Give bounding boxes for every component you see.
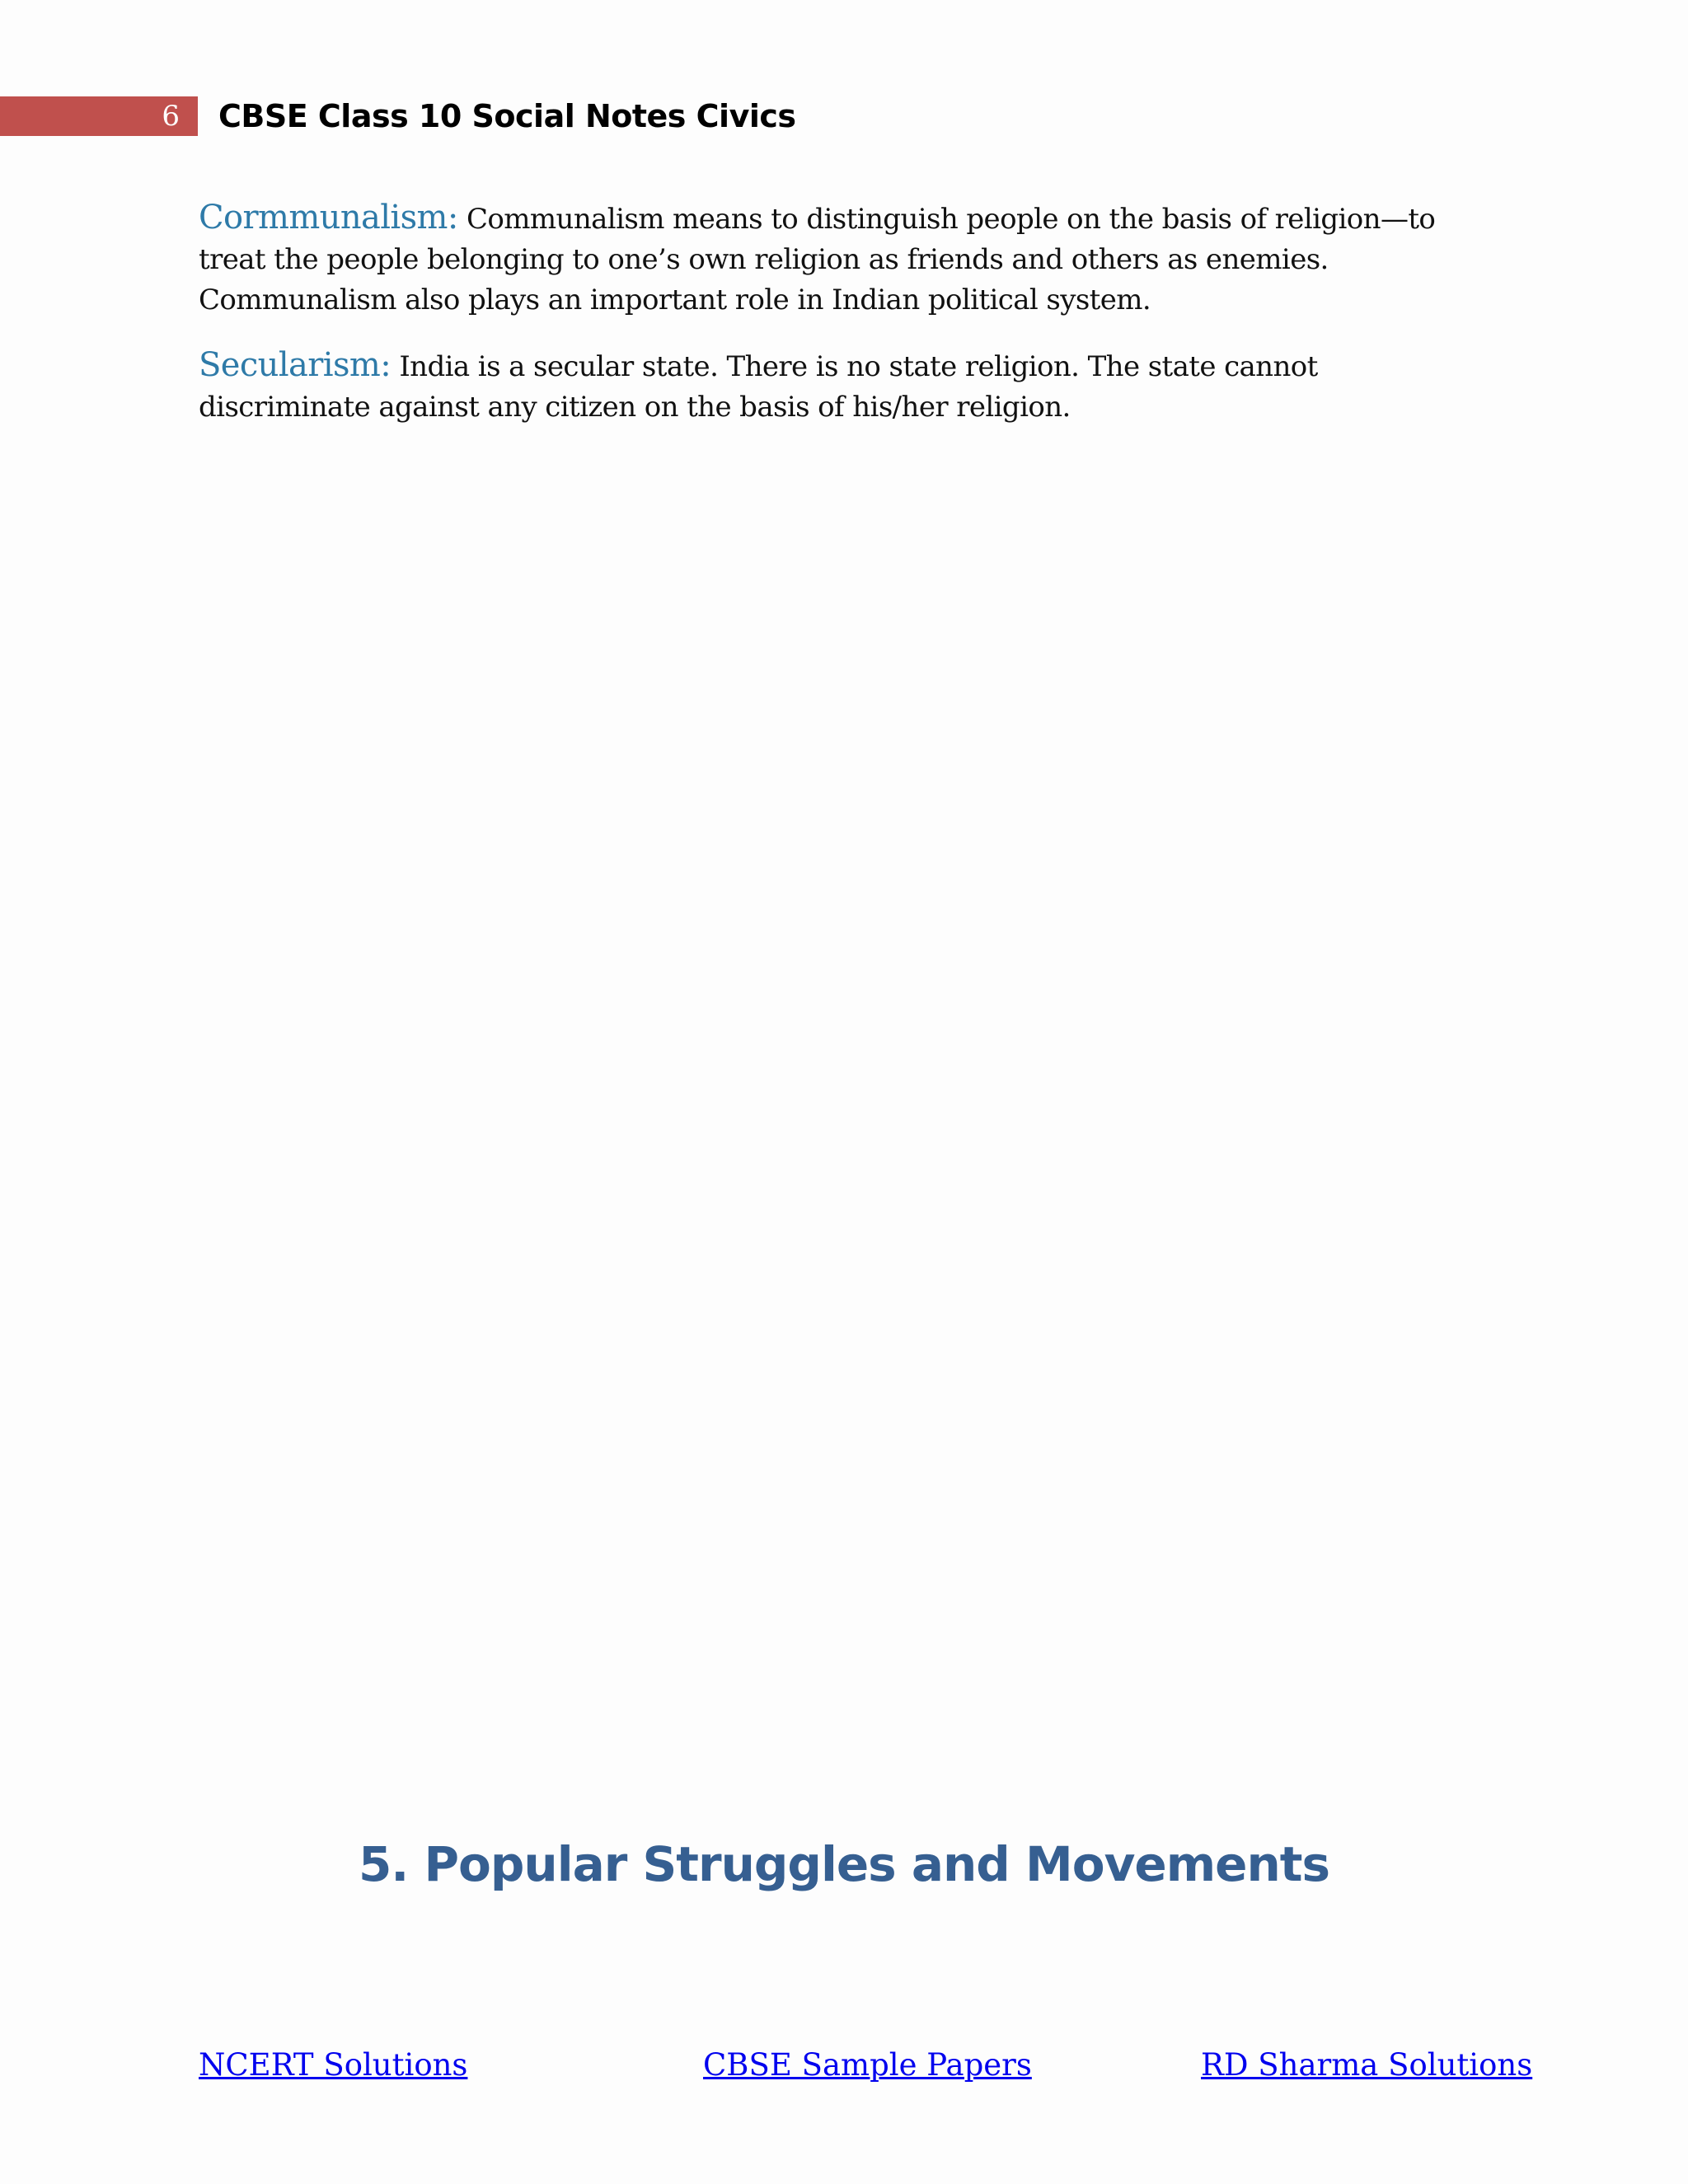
chapter-heading: 5. Popular Struggles and Movements — [358, 1836, 1330, 1892]
paragraph-secularism — [199, 345, 1493, 428]
ncert-solutions-link[interactable]: NCERT Solutions — [199, 2047, 468, 2083]
main-content — [199, 198, 1493, 452]
page-number: 6 — [162, 100, 180, 133]
paragraph-communalism — [199, 198, 1493, 321]
rd-sharma-solutions-link[interactable]: RD Sharma Solutions — [1201, 2047, 1533, 2083]
cbse-sample-papers-link[interactable]: CBSE Sample Papers — [703, 2047, 1032, 2083]
header-title: CBSE Class 10 Social Notes Civics — [218, 98, 796, 134]
definition-secularism: India is a secular state. There is no state religion. The state cannot discriminate against any citizen on the basis of his/her religion. — [199, 350, 1318, 424]
term-secularism: Secularism: — [199, 346, 392, 384]
term-communalism: Cormmunalism: — [199, 199, 458, 237]
definition-communalism: Communalism means to distinguish people on the basis of religion—to treat the people belonging to one’s own religion as friends and others as enemies. Communalism also plays an important role in Indian political system. — [199, 203, 1436, 316]
